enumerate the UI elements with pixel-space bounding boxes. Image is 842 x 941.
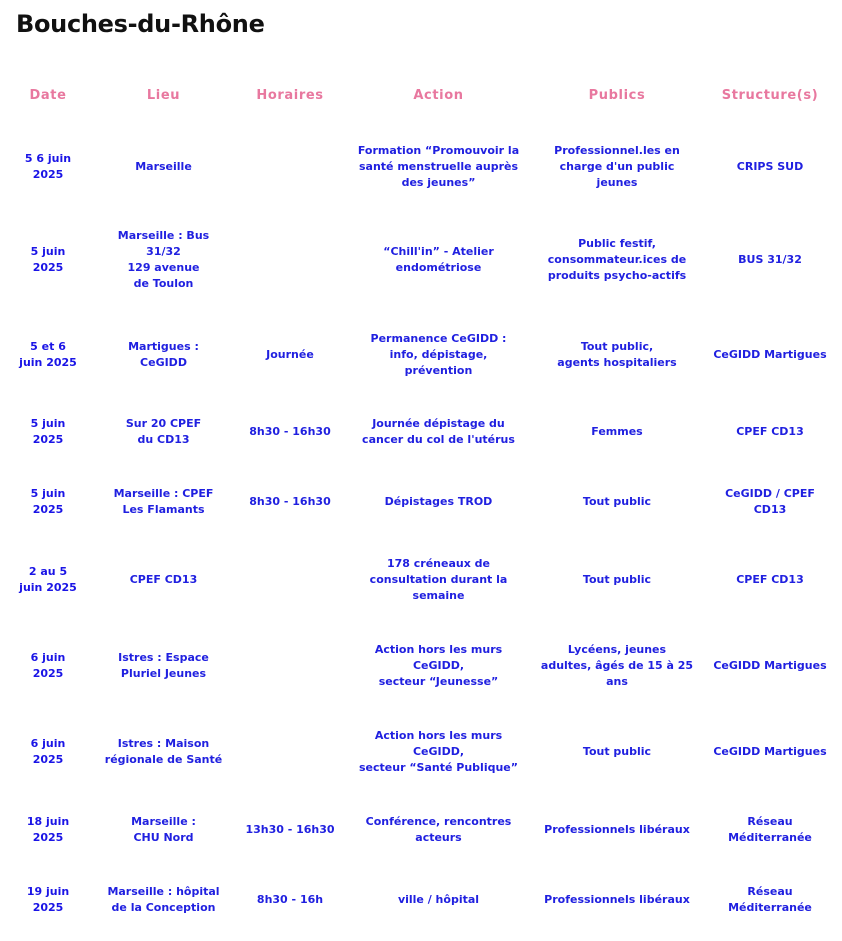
cell-date xyxy=(4,869,92,931)
cell-structure-line: CeGIDD Martigues xyxy=(713,745,827,758)
cell-action-line: CeGIDD, xyxy=(412,658,465,672)
cell-structure-line: Méditerranée xyxy=(728,831,812,844)
cell-horaires-line: 13h30 - 16h30 xyxy=(245,823,335,836)
cell-structure-line: Réseau xyxy=(747,885,793,898)
cell-structure-line: CD13 xyxy=(753,503,787,516)
cell-date xyxy=(4,791,92,869)
cell-action xyxy=(345,541,532,618)
cell-publics-line: Tout public xyxy=(582,572,652,586)
cell-lieu xyxy=(92,309,235,401)
table-row xyxy=(4,122,838,211)
cell-date-line: juin 2025 xyxy=(19,356,77,369)
cell-publics-line: charge d'un public xyxy=(559,159,675,173)
cell-date-line: 5 juin xyxy=(30,417,66,430)
cell-publics-line: Lycéens, jeunes xyxy=(567,642,667,656)
header-horaires: Horaires xyxy=(256,87,324,103)
cell-date-line: juin 2025 xyxy=(19,580,77,594)
cell-lieu-line: du CD13 xyxy=(137,433,190,446)
cell-publics xyxy=(532,541,702,618)
cell-action-line: info, dépistage, xyxy=(389,348,488,361)
cell-lieu-line: Sur 20 CPEF xyxy=(125,417,202,430)
cell-date-line: 2025 xyxy=(32,666,64,680)
cell-action xyxy=(345,211,532,309)
cell-action xyxy=(345,309,532,401)
cell-lieu xyxy=(92,463,235,541)
cell-date-line: 2025 xyxy=(32,831,64,844)
cell-lieu-line: de Toulon xyxy=(133,277,194,290)
cell-date-line: 6 juin xyxy=(30,737,66,750)
cell-action-line: acteurs xyxy=(415,831,462,844)
cell-action-line: 178 créneaux de xyxy=(386,556,490,570)
cell-structure-line: BUS 31/32 xyxy=(738,253,802,266)
cell-horaires xyxy=(235,211,345,309)
cell-lieu-line: Marseille : hôpital xyxy=(107,885,220,898)
cell-lieu xyxy=(92,869,235,931)
cell-date-line: 2 au 5 xyxy=(28,564,68,578)
cell-publics-line: Tout public, xyxy=(580,340,654,353)
cell-publics-line: Professionnel.les en xyxy=(554,143,680,157)
cell-date-line: 2025 xyxy=(32,167,64,181)
header-structures: Structure(s) xyxy=(721,87,819,103)
cell-date xyxy=(4,211,92,309)
cell-structure-line: CeGIDD Martigues xyxy=(713,348,827,361)
cell-date-line: 5 juin xyxy=(30,245,66,258)
cell-lieu-line: CeGIDD xyxy=(140,356,187,369)
cell-horaires xyxy=(235,618,345,713)
cell-action-line: CeGIDD, xyxy=(412,745,465,758)
table-row xyxy=(4,791,838,869)
cell-action-line: semaine xyxy=(412,588,465,602)
cell-structure xyxy=(702,463,838,541)
cell-publics-line: produits psycho-actifs xyxy=(547,269,687,282)
cell-action-line: consultation durant la xyxy=(369,572,508,586)
cell-structure-line: CPEF CD13 xyxy=(736,425,804,438)
page-title: Bouches-du-Rhône xyxy=(16,10,265,38)
cell-date-line: 6 juin xyxy=(30,650,66,664)
cell-structure xyxy=(702,122,838,211)
cell-date xyxy=(4,713,92,791)
cell-action-line: cancer du col de l'utérus xyxy=(362,433,515,446)
cell-structure-line: CRIPS SUD xyxy=(736,159,804,173)
cell-publics-line: Tout public xyxy=(582,495,652,508)
cell-structure xyxy=(702,618,838,713)
cell-structure-line: CeGIDD Martigues xyxy=(713,658,827,672)
cell-lieu-line: Marseille : CPEF xyxy=(113,487,214,500)
cell-action-line: secteur “Jeunesse” xyxy=(378,674,499,688)
cell-horaires xyxy=(235,463,345,541)
cell-action xyxy=(345,122,532,211)
cell-date-line: 5 6 juin xyxy=(24,151,72,165)
table-row xyxy=(4,541,838,618)
cell-publics-line: Tout public xyxy=(582,745,652,758)
cell-lieu-line: CPEF CD13 xyxy=(129,572,198,586)
cell-publics-line: Public festif, xyxy=(578,237,656,250)
table-row xyxy=(4,211,838,309)
cell-lieu-line: 129 avenue xyxy=(127,261,200,274)
cell-action-line: “Chill'in” - Atelier xyxy=(383,245,494,258)
cell-action-line: Action hors les murs xyxy=(374,642,503,656)
cell-action-line: secteur “Santé Publique” xyxy=(359,761,518,774)
cell-lieu xyxy=(92,713,235,791)
header-date: Date xyxy=(29,87,67,103)
cell-action-line: Conférence, rencontres xyxy=(365,815,512,828)
cell-horaires xyxy=(235,122,345,211)
cell-date-line: 2025 xyxy=(32,433,64,446)
cell-action-line: Dépistages TROD xyxy=(384,495,493,508)
cell-horaires xyxy=(235,541,345,618)
cell-lieu-line: régionale de Santé xyxy=(104,753,223,766)
cell-publics-line: Femmes xyxy=(591,425,643,438)
cell-publics xyxy=(532,869,702,931)
cell-structure xyxy=(702,401,838,463)
cell-lieu-line: Istres : Espace xyxy=(118,650,209,664)
cell-date-line: 5 juin xyxy=(30,487,66,500)
cell-structure xyxy=(702,541,838,618)
cell-lieu-line: 31/32 xyxy=(146,245,181,258)
cell-lieu xyxy=(92,618,235,713)
cell-lieu xyxy=(92,541,235,618)
cell-lieu xyxy=(92,791,235,869)
cell-lieu-line: de la Conception xyxy=(111,901,216,914)
cell-lieu-line: Martigues : xyxy=(128,340,199,353)
cell-date-line: 2025 xyxy=(32,261,64,274)
cell-structure-line: Réseau xyxy=(747,815,793,828)
cell-horaires xyxy=(235,309,345,401)
cell-horaires xyxy=(235,401,345,463)
cell-publics xyxy=(532,309,702,401)
header-publics: Publics xyxy=(588,87,646,103)
cell-action xyxy=(345,713,532,791)
cell-action xyxy=(345,791,532,869)
table-row xyxy=(4,713,838,791)
cell-horaires xyxy=(235,713,345,791)
cell-action-line: Formation “Promouvoir la xyxy=(357,143,520,157)
table-header-row xyxy=(4,68,838,122)
table-row xyxy=(4,401,838,463)
cell-structure-line: CPEF CD13 xyxy=(736,572,804,586)
cell-lieu xyxy=(92,401,235,463)
cell-lieu-line: Pluriel Jeunes xyxy=(120,666,207,680)
cell-lieu-line: Marseille : xyxy=(131,815,196,828)
cell-lieu-line: Istres : Maison xyxy=(117,737,210,750)
cell-date xyxy=(4,122,92,211)
cell-action-line: santé menstruelle auprès xyxy=(358,159,519,173)
cell-date-line: 18 juin xyxy=(26,815,70,828)
cell-action-line: ville / hôpital xyxy=(397,893,480,906)
cell-publics xyxy=(532,791,702,869)
cell-publics-line: Professionnels libéraux xyxy=(544,823,690,836)
cell-publics xyxy=(532,463,702,541)
cell-date-line: 2025 xyxy=(32,901,64,914)
cell-lieu-line: Marseille xyxy=(135,159,192,173)
cell-publics xyxy=(532,211,702,309)
cell-publics xyxy=(532,401,702,463)
cell-action xyxy=(345,869,532,931)
cell-date xyxy=(4,309,92,401)
cell-date xyxy=(4,618,92,713)
table-row xyxy=(4,618,838,713)
cell-structure xyxy=(702,713,838,791)
cell-horaires-line: Journée xyxy=(266,348,314,361)
cell-publics xyxy=(532,618,702,713)
cell-structure-line: Méditerranée xyxy=(728,901,812,914)
cell-action-line: Action hors les murs xyxy=(374,729,503,742)
header-lieu: Lieu xyxy=(146,87,181,103)
cell-action xyxy=(345,618,532,713)
cell-horaires-line: 8h30 - 16h30 xyxy=(249,495,331,508)
cell-lieu-line: Marseille : Bus xyxy=(117,229,210,242)
events-table xyxy=(4,68,838,931)
cell-horaires-line: 8h30 - 16h xyxy=(256,893,324,906)
cell-action-line: des jeunes” xyxy=(401,175,476,189)
cell-structure xyxy=(702,791,838,869)
cell-publics-line: consommateur.ices de xyxy=(547,253,687,266)
cell-publics-line: agents hospitaliers xyxy=(557,356,677,369)
cell-publics xyxy=(532,713,702,791)
cell-lieu xyxy=(92,122,235,211)
cell-date xyxy=(4,463,92,541)
cell-lieu xyxy=(92,211,235,309)
cell-structure-line: CeGIDD / CPEF xyxy=(725,487,815,500)
cell-horaires-line: 8h30 - 16h30 xyxy=(249,425,331,438)
cell-publics-line: adultes, âgés de 15 à 25 xyxy=(540,658,694,672)
cell-action-line: prévention xyxy=(404,364,473,377)
cell-date-line: 2025 xyxy=(32,503,64,516)
cell-publics-line: ans xyxy=(606,674,628,688)
cell-publics-line: Professionnels libéraux xyxy=(544,893,690,906)
cell-structure xyxy=(702,869,838,931)
table-row xyxy=(4,869,838,931)
cell-horaires xyxy=(235,869,345,931)
cell-date xyxy=(4,541,92,618)
table-row xyxy=(4,463,838,541)
cell-horaires xyxy=(235,791,345,869)
cell-action-line: Permanence CeGIDD : xyxy=(370,332,507,345)
cell-structure xyxy=(702,211,838,309)
cell-structure xyxy=(702,309,838,401)
cell-lieu-line: Les Flamants xyxy=(122,503,205,516)
cell-action xyxy=(345,463,532,541)
header-action: Action xyxy=(413,87,464,103)
cell-lieu-line: CHU Nord xyxy=(133,831,194,844)
cell-action-line: endométriose xyxy=(395,261,482,274)
table-row xyxy=(4,309,838,401)
cell-action-line: Journée dépistage du xyxy=(372,417,505,430)
cell-date-line: 5 et 6 xyxy=(30,340,66,353)
cell-date xyxy=(4,401,92,463)
cell-action xyxy=(345,401,532,463)
cell-date-line: 2025 xyxy=(32,753,64,766)
cell-publics xyxy=(532,122,702,211)
cell-date-line: 19 juin xyxy=(26,885,70,898)
cell-publics-line: jeunes xyxy=(596,175,638,189)
